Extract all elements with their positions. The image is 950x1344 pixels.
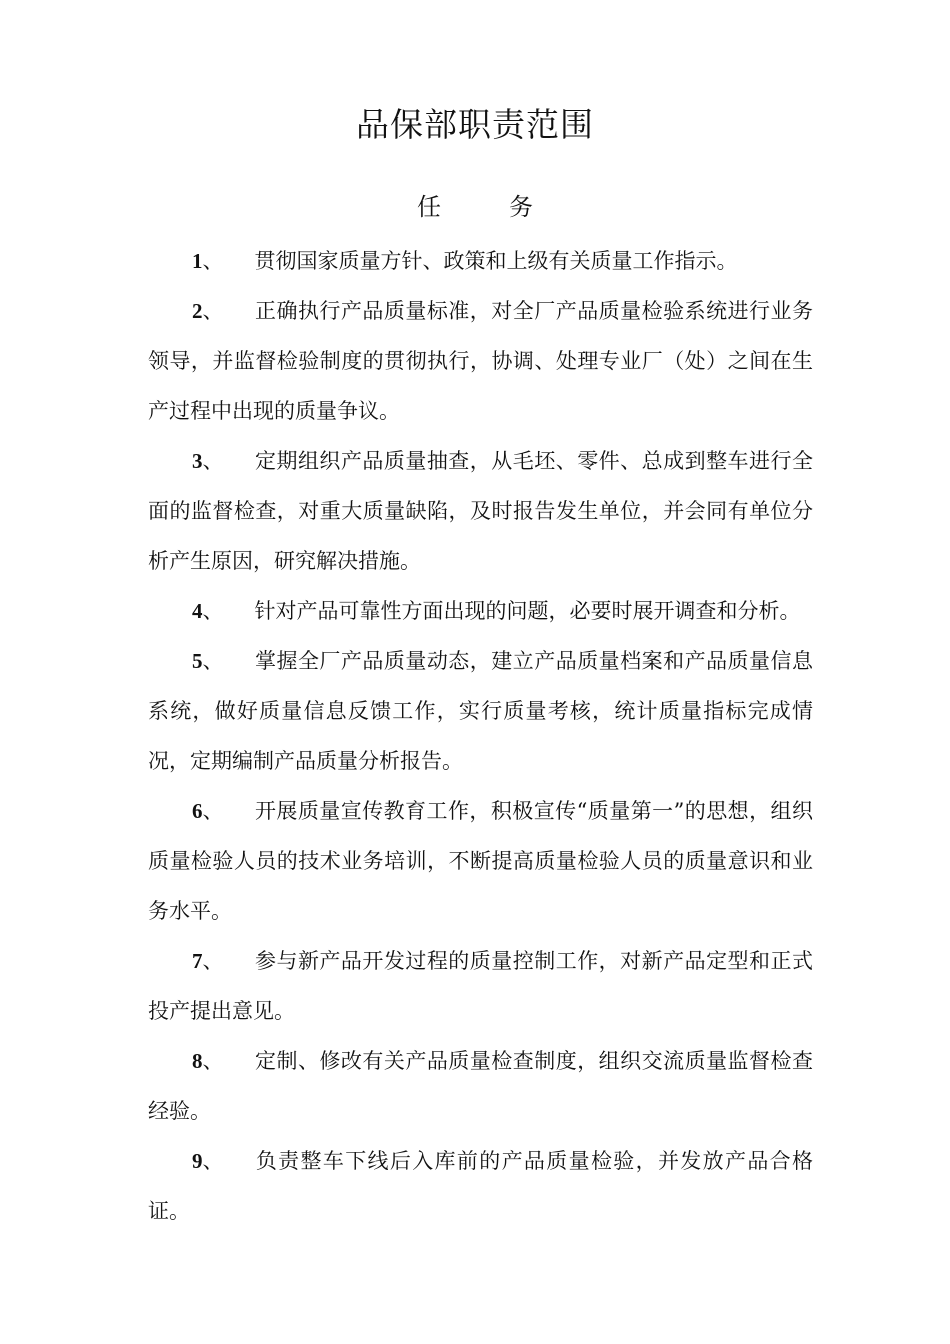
item-text: 开展质量宣传教育工作，积极宣传“质量第一”的思想，组织质量检验人员的技术业务培训，不断提高质量检验人员的质量意识和业务水平。 (148, 799, 813, 923)
duty-item (148, 286, 813, 436)
duty-item (148, 436, 813, 586)
duty-item (148, 1136, 813, 1236)
duty-item (148, 786, 813, 936)
section-heading-char-2: 务 (509, 193, 533, 221)
item-separator: 、 (202, 799, 224, 823)
duty-item (148, 936, 813, 1036)
duty-item (148, 1036, 813, 1136)
item-separator: 、 (202, 1149, 224, 1173)
item-number: 4 (192, 599, 203, 623)
item-number: 7 (192, 949, 203, 973)
item-separator: 、 (202, 449, 224, 473)
item-number: 2 (192, 299, 203, 323)
item-text: 针对产品可靠性方面出现的问题，必要时展开调查和分析。 (254, 599, 801, 623)
section-heading (0, 189, 950, 225)
item-number: 6 (192, 799, 203, 823)
section-heading-char-1: 任 (417, 193, 441, 221)
item-number: 3 (192, 449, 203, 473)
document-title: 品保部职责范围 (356, 105, 594, 144)
item-text: 定制、修改有关产品质量检查制度，组织交流质量监督检查经验。 (148, 1049, 813, 1123)
item-text: 贯彻国家质量方针、政策和上级有关质量工作指示。 (254, 249, 738, 273)
item-separator: 、 (202, 299, 224, 323)
duty-list (148, 236, 813, 1236)
duty-item (148, 236, 813, 286)
item-number: 5 (192, 649, 203, 673)
item-number: 9 (192, 1149, 203, 1173)
item-separator: 、 (202, 249, 224, 273)
item-number: 8 (192, 1049, 203, 1073)
duty-item (148, 636, 813, 786)
item-number: 1 (192, 249, 203, 273)
item-separator: 、 (202, 1049, 224, 1073)
item-text: 负责整车下线后入库前的产品质量检验，并发放产品合格证。 (148, 1149, 813, 1223)
item-text: 掌握全厂产品质量动态，建立产品质量档案和产品质量信息系统，做好质量信息反馈工作，实行质量考核，统计质量指标完成情况，定期编制产品质量分析报告。 (148, 649, 813, 773)
item-text: 参与新产品开发过程的质量控制工作，对新产品定型和正式投产提出意见。 (148, 949, 813, 1023)
item-separator: 、 (202, 599, 224, 623)
item-separator: 、 (202, 949, 224, 973)
duty-item (148, 586, 813, 636)
item-separator: 、 (202, 649, 224, 673)
item-text: 正确执行产品质量标准，对全厂产品质量检验系统进行业务领导，并监督检验制度的贯彻执行，协调、处理专业厂（处）之间在生产过程中出现的质量争议。 (148, 299, 813, 423)
item-text: 定期组织产品质量抽查，从毛坯、零件、总成到整车进行全面的监督检查，对重大质量缺陷，及时报告发生单位，并会同有单位分析产生原因，研究解决措施。 (148, 449, 813, 573)
